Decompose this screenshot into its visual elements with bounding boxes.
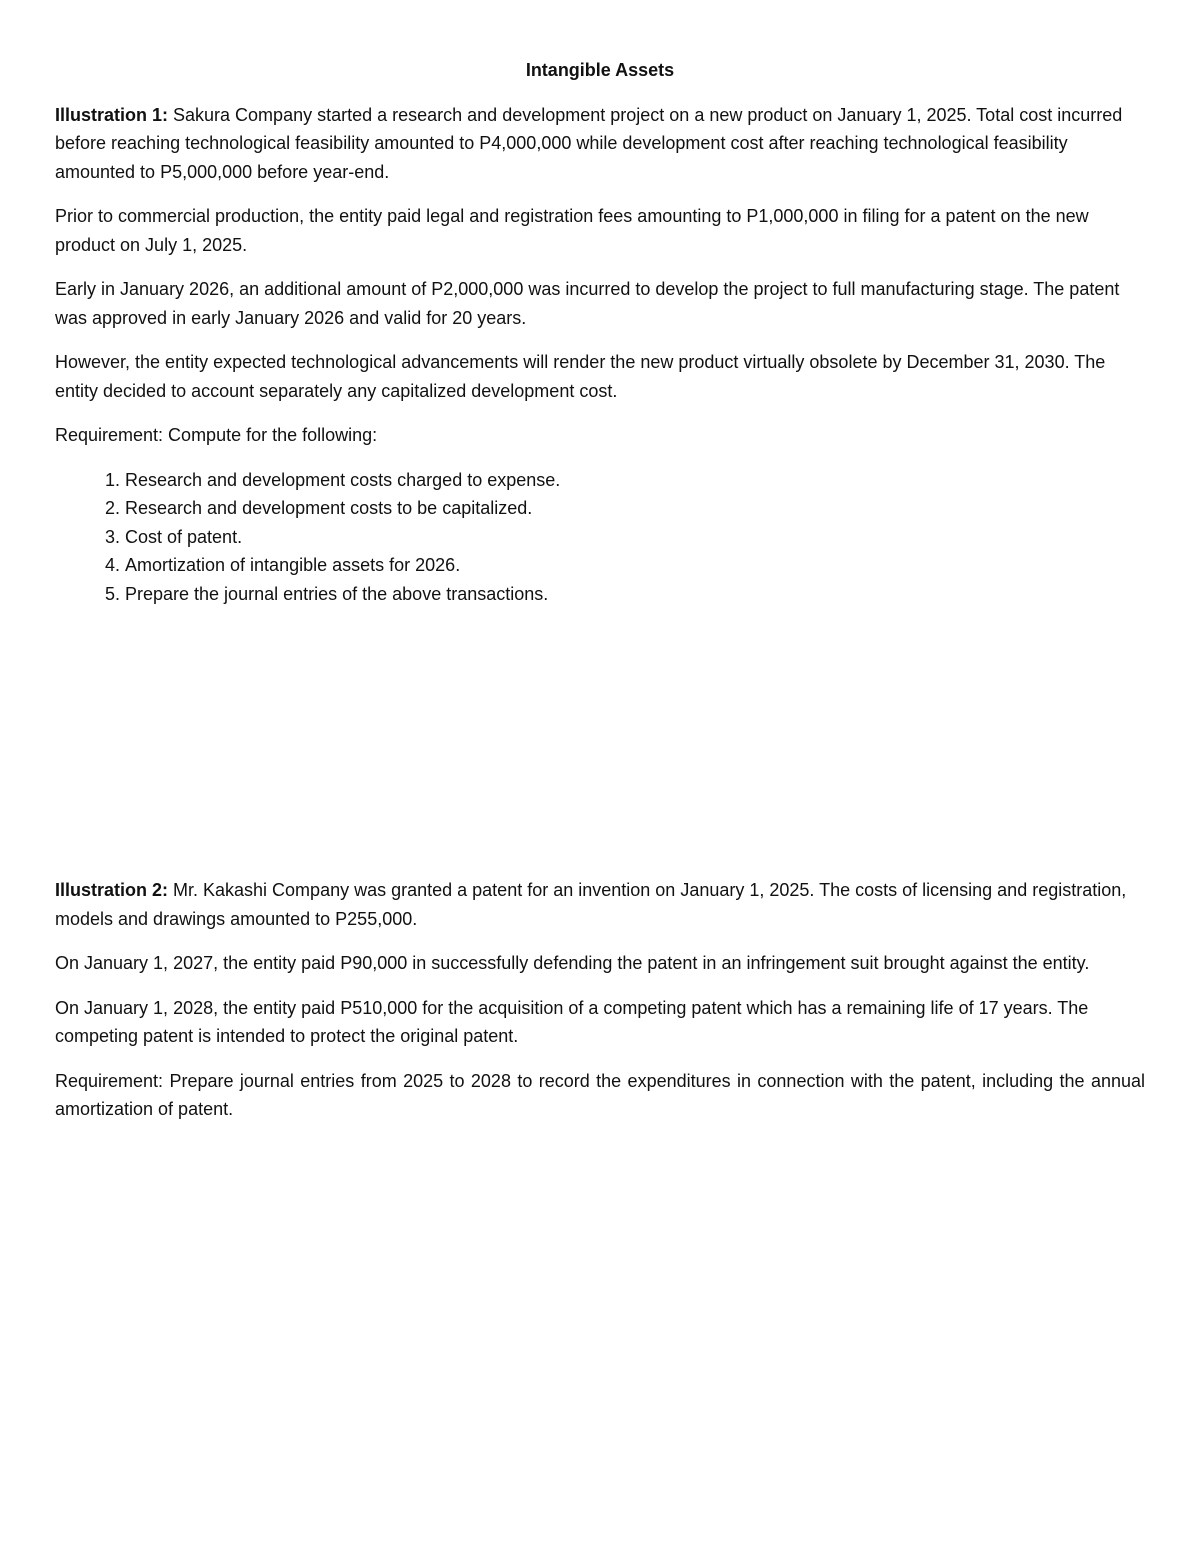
illustration-2-label: Illustration 2:	[55, 880, 169, 900]
list-item: 3. Cost of patent.	[125, 523, 1145, 552]
illustration-1-label: Illustration 1:	[55, 104, 169, 125]
illustration-2-paragraph-3: On January 1, 2028, the entity paid P510,000 for the acquisition of a competing patent which has a remaining life of 17 years. The competing patent is intended to protect the original patent.	[55, 997, 1089, 1046]
list-item: 2. Research and development costs to be capitalized.	[125, 494, 1145, 523]
illustration-1-requirement: Requirement: Compute for the following:	[55, 425, 378, 445]
illustration-1-intro	[55, 101, 1145, 187]
illustration-1-paragraph-2: Prior to commercial production, the entity paid legal and registration fees amounting to P1,000,000 in filing for a patent on the new product on July 1, 2025.	[55, 206, 1089, 255]
list-item: 1. Research and development costs charged to expense.	[125, 466, 1145, 495]
blank-space	[55, 608, 1145, 876]
list-item: 5. Prepare the journal entries of the above transactions.	[125, 580, 1145, 609]
illustration-2-text: Mr. Kakashi Company was granted a patent for an invention on January 1, 2025. The costs of licensing and registration, models and drawings amounted to P255,000.	[55, 880, 1127, 929]
illustration-1-text: Sakura Company started a research and development project on a new product on January 1, 2025. Total cost incurred before reaching technological feasibility amounted to P4,000,000 while development cost after reaching technological feasibility amounted to P5,000,000 before year-end.	[55, 104, 1123, 182]
requirement-list	[55, 466, 1145, 609]
document-page	[55, 56, 1145, 1140]
illustration-1-paragraph-3: Early in January 2026, an additional amount of P2,000,000 was incurred to develop the project to full manufacturing stage. The patent was approved in early January 2026 and valid for 20 years.	[55, 279, 1120, 328]
illustration-2-requirement: Requirement: Prepare journal entries from 2025 to 2028 to record the expenditures in connection with the patent, including the annual amortization of patent.	[55, 1070, 1145, 1119]
illustration-2-intro	[55, 876, 1145, 933]
list-item: 4. Amortization of intangible assets for 2026.	[125, 551, 1145, 580]
illustration-2-paragraph-2: On January 1, 2027, the entity paid P90,000 in successfully defending the patent in an infringement suit brought against the entity.	[55, 953, 1090, 973]
illustration-1-paragraph-4: However, the entity expected technological advancements will render the new product virtually obsolete by December 31, 2030. The entity decided to account separately any capitalized development cost.	[55, 352, 1106, 401]
document-title: Intangible Assets	[525, 60, 675, 80]
